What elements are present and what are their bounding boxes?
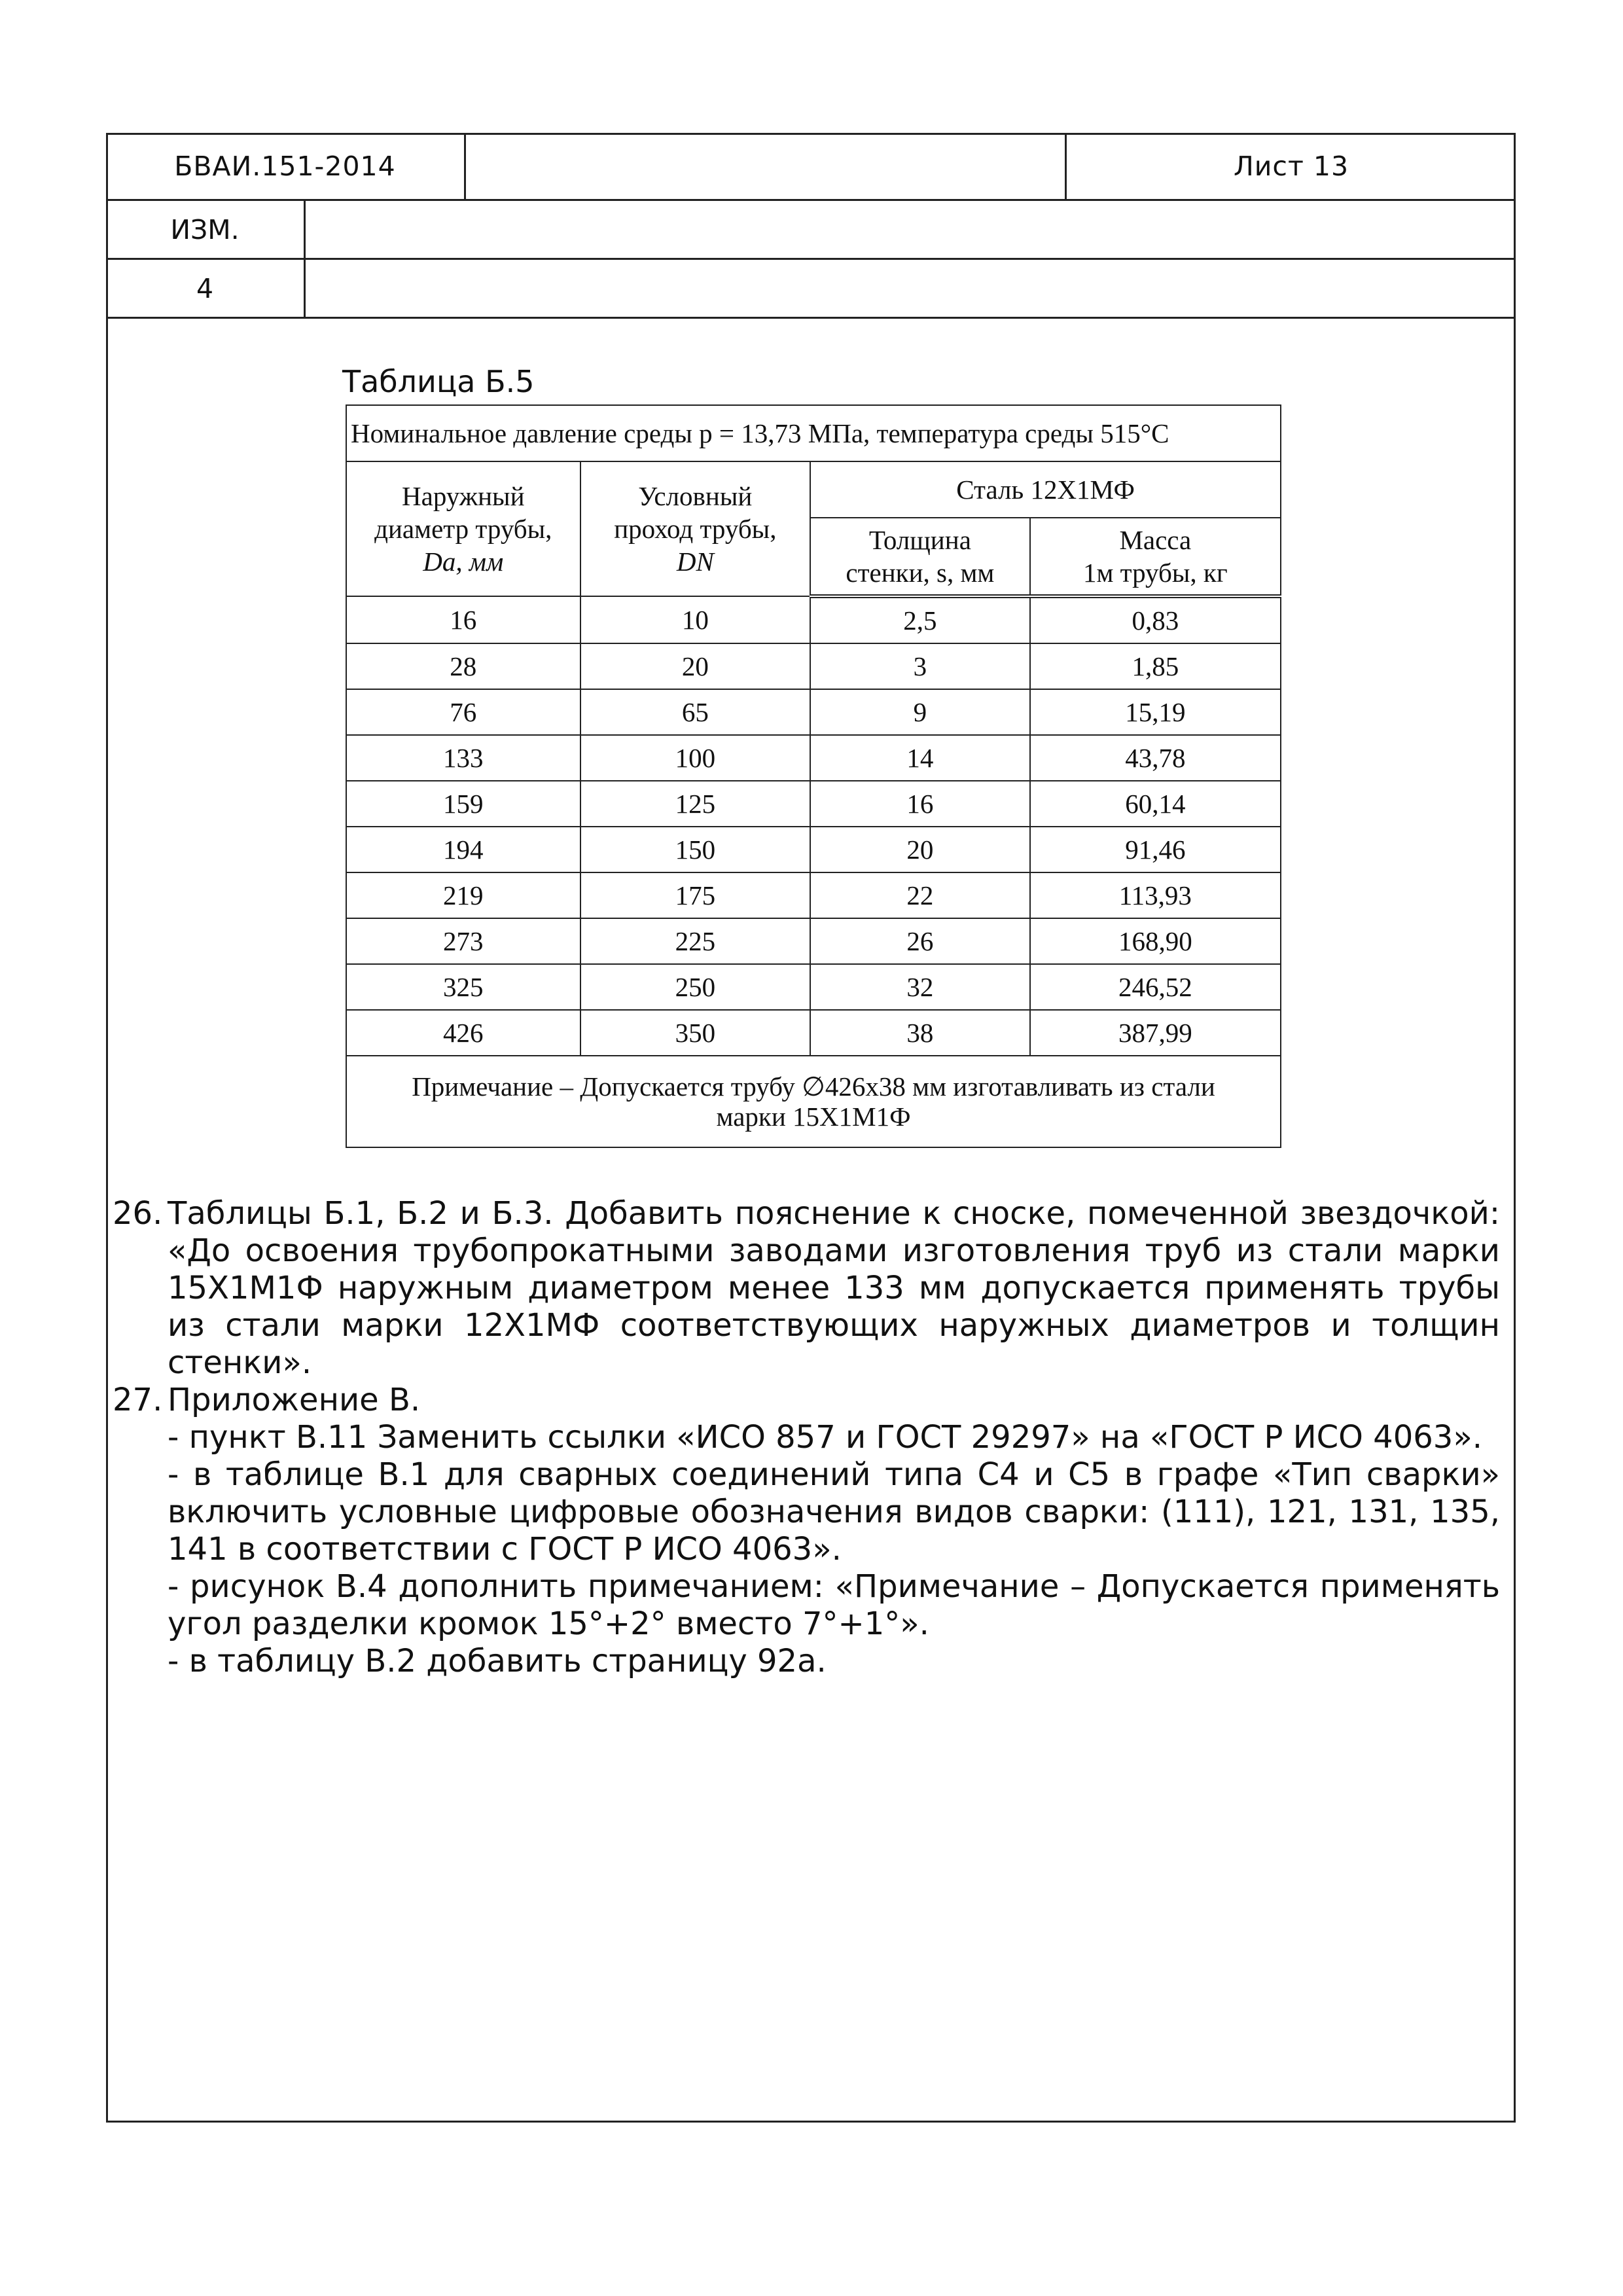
header-wall-thickness	[810, 518, 1030, 596]
text-line: Масса	[1119, 525, 1192, 555]
table-cell: 350	[580, 1010, 811, 1056]
table-cell: 28	[346, 643, 580, 689]
item-27-number: 27.	[113, 1382, 163, 1418]
header-outer-diameter	[346, 461, 580, 596]
table-row	[346, 643, 1281, 689]
text-line: диаметр трубы,	[374, 514, 552, 544]
table-cell: 250	[580, 964, 811, 1010]
table-cell: 113,93	[1030, 872, 1281, 918]
table-cell: 38	[810, 1010, 1030, 1056]
table-row	[346, 827, 1281, 872]
table-note	[346, 1056, 1281, 1147]
item-27-sub-2: - в таблице В.1 для сварных соединений типа С4 и С5 в графе «Тип сварки» включить условные цифровые обозначения видов сварки: (111), 121, 131, 135, 141 в соответствии с ГОСТ Р ИСО 4063».	[168, 1456, 1500, 1568]
table-cell: 387,99	[1030, 1010, 1281, 1056]
header-row-izm-value	[106, 260, 1516, 319]
table-row	[346, 918, 1281, 964]
pipe-table	[346, 404, 1281, 1148]
table-cell: 168,90	[1030, 918, 1281, 964]
text-line: Da, мм	[423, 547, 504, 577]
table-row	[346, 964, 1281, 1010]
table-cell: 76	[346, 689, 580, 735]
table-cell: 60,14	[1030, 781, 1281, 827]
table-cell: 125	[580, 781, 811, 827]
text-line: стенки, s, мм	[846, 558, 995, 588]
item-27-sub-4: - в таблицу В.2 добавить страницу 92а.	[168, 1643, 827, 1679]
table-cell: 9	[810, 689, 1030, 735]
doc-code: БВАИ.151-2014	[106, 133, 466, 199]
table-row	[346, 872, 1281, 918]
table-cell: 150	[580, 827, 811, 872]
table-cell: 426	[346, 1010, 580, 1056]
table-cell: 133	[346, 735, 580, 781]
item-26-text: Таблицы Б.1, Б.2 и Б.3. Добавить пояснение к сноске, помеченной звездочкой: «До освоения трубопрокатными заводами изготовления труб из стали марки 15Х1М1Ф наружным диаметром менее 133 мм допускается применять трубы из стали марки 12Х1МФ соответствующих наружных диаметров и толщин стенки».	[168, 1195, 1500, 1381]
item-27-sub-1: - пункт В.11 Заменить ссылки «ИСО 857 и ГОСТ 29297» на «ГОСТ Р ИСО 4063».	[168, 1419, 1482, 1456]
izm-value: 4	[106, 260, 306, 317]
izm-label-blank	[306, 201, 1516, 258]
table-row	[346, 596, 1281, 643]
izm-label: ИЗМ.	[106, 201, 306, 258]
table-cell: 91,46	[1030, 827, 1281, 872]
table-cell: 20	[580, 643, 811, 689]
table-cell: 65	[580, 689, 811, 735]
table-cell: 3	[810, 643, 1030, 689]
table-cell: 194	[346, 827, 580, 872]
table-cell: 325	[346, 964, 580, 1010]
item-27-text: Приложение В.	[168, 1382, 421, 1418]
table-cell: 32	[810, 964, 1030, 1010]
header-middle-cell	[466, 133, 1067, 199]
table-cell: 43,78	[1030, 735, 1281, 781]
table-cell: 15,19	[1030, 689, 1281, 735]
table-cell: 219	[346, 872, 580, 918]
table-cell: 246,52	[1030, 964, 1281, 1010]
text-line: 1м трубы, кг	[1082, 558, 1228, 588]
item-27-sub-3: - рисунок В.4 дополнить примечанием: «Примечание – Допускается применять угол разделки кромок 15°+2° вместо 7°+1°».	[168, 1568, 1500, 1642]
table-row	[346, 781, 1281, 827]
table-row	[346, 689, 1281, 735]
item-26	[113, 1195, 1500, 1382]
table-cell: 16	[810, 781, 1030, 827]
text-line: Наружный	[402, 481, 525, 511]
amendment-text	[113, 1195, 1500, 1680]
table-cell: 225	[580, 918, 811, 964]
table-caption: Таблица Б.5	[342, 364, 535, 399]
table-cell: 2,5	[810, 596, 1030, 643]
header-row-top	[106, 133, 1516, 201]
header-steel-group: Сталь 12Х1МФ	[810, 461, 1281, 518]
table-row	[346, 1010, 1281, 1056]
header-row-izm-label	[106, 201, 1516, 260]
text-line: DN	[676, 547, 714, 577]
table-cell: 14	[810, 735, 1030, 781]
table-cell: 16	[346, 596, 580, 643]
table-cell: 175	[580, 872, 811, 918]
text-line: Примечание – Допускается трубу ∅426х38 мм изготавливать из стали	[412, 1071, 1215, 1102]
text-line: марки 15Х1М1Ф	[716, 1102, 911, 1132]
table-cell: 26	[810, 918, 1030, 964]
izm-value-blank	[306, 260, 1516, 317]
header-mass	[1030, 518, 1281, 596]
item-26-number: 26.	[113, 1195, 163, 1232]
text-line: Толщина	[868, 525, 971, 555]
table-cell: 159	[346, 781, 580, 827]
table-cell: 1,85	[1030, 643, 1281, 689]
table-cell: 10	[580, 596, 811, 643]
table-cell: 22	[810, 872, 1030, 918]
sheet-number: Лист 13	[1233, 150, 1349, 182]
item-27	[113, 1382, 1500, 1419]
text-line: проход трубы,	[614, 514, 777, 544]
table-conditions: Номинальное давление среды p = 13,73 МПа, температура среды 515°С	[346, 405, 1281, 461]
table-cell: 273	[346, 918, 580, 964]
text-line: Условный	[638, 481, 753, 511]
table-cell: 0,83	[1030, 596, 1281, 643]
table-row	[346, 735, 1281, 781]
table-cell: 20	[810, 827, 1030, 872]
header-nominal-bore	[580, 461, 811, 596]
table-cell: 100	[580, 735, 811, 781]
